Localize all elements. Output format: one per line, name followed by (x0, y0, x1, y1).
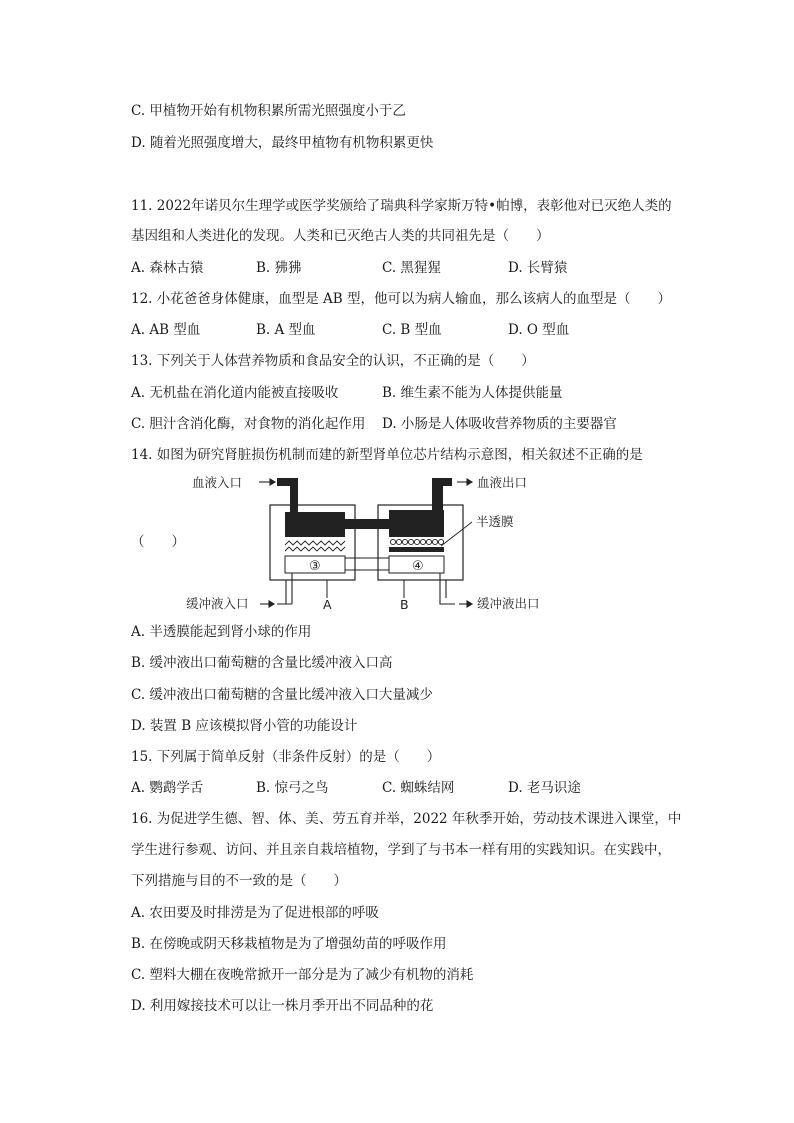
q16-option-c: C. 塑料大棚在夜晚常掀开一部分是为了减少有机物的消耗 (131, 967, 474, 983)
q11-stem-line2: 基因组和人类进化的发现。人类和已灭绝古人类的共同祖先是（ ） (131, 228, 550, 244)
label-b: B (400, 597, 409, 612)
label-3: ③ (309, 559, 321, 574)
blood-chamber-a (285, 512, 345, 537)
q16-option-a: A. 农田要及时排涝是为了促进根部的呼吸 (131, 905, 379, 921)
label-blood-outlet: 血液出口 (477, 475, 528, 490)
label-membrane: 半透膜 (476, 514, 514, 529)
q14-answer-paren: （ ） (131, 534, 185, 550)
q16-stem-line3: 下列措施与目的不一致的是（ ） (131, 873, 347, 889)
q12-option-b: B. A 型血 (256, 322, 316, 338)
membrane-a-zigzag (285, 541, 345, 551)
q10-option-d: D. 随着光照强度增大，最终甲植物有机物积累更快 (131, 135, 434, 151)
q11-option-d: D. 长臂猿 (508, 260, 568, 276)
label-a: A (323, 597, 332, 612)
q16-stem-line2: 学生进行参观、访问、并且亲自栽培植物，学到了与书本一样有用的实践知识。在实践中， (131, 842, 671, 858)
q12-option-c: C. B 型血 (382, 322, 442, 338)
q15-stem: 15. 下列属于简单反射（非条件反射）的是（ ） (131, 749, 441, 765)
q12-stem: 12. 小花爸爸身体健康，血型是 AB 型，他可以为病人输血，那么该病人的血型是（ ） (131, 291, 672, 307)
q10-option-c: C. 甲植物开始有机物积累所需光照强度小于乙 (131, 103, 406, 119)
q15-option-c: C. 蜘蛛结网 (382, 780, 455, 796)
blood-connecting-channel (345, 519, 389, 529)
label-blood-inlet: 血液入口 (192, 475, 243, 490)
label-4: ④ (412, 559, 424, 574)
q12-option-a: A. AB 型血 (131, 322, 201, 338)
q13-option-a: A. 无机盐在消化道内能被直接吸收 (131, 385, 339, 401)
q14-option-d: D. 装置 B 应该模拟肾小管的功能设计 (131, 718, 358, 734)
buffer-outlet-pipe (440, 573, 455, 604)
membrane-b-dots (390, 539, 443, 544)
q16-option-b: B. 在傍晚或阴天移栽植物是为了增强幼苗的呼吸作用 (131, 936, 447, 952)
q13-stem: 13. 下列关于人体营养物质和食品安全的认识，不正确的是（ ） (131, 353, 535, 369)
q14-stem: 14. 如图为研究肾脏损伤机制而建的新型肾单位芯片结构示意图，相关叙述不正确的是 (131, 447, 643, 463)
q13-option-d: D. 小肠是人体吸收营养物质的主要器官 (382, 416, 617, 432)
q15-option-d: D. 老马识途 (508, 780, 581, 796)
q11-option-a: A. 森林古猿 (131, 260, 204, 276)
q11-stem-line1: 11. 2022年诺贝尔生理学或医学奖颁给了瑞典科学家斯万特•帕博，表彰他对已灭绝人类的 (131, 198, 672, 214)
q15-option-b: B. 惊弓之鸟 (256, 780, 329, 796)
q15-option-a: A. 鹦鹉学舌 (131, 780, 204, 796)
q13-option-b: B. 维生素不能为人体提供能量 (382, 385, 563, 401)
q14-option-c: C. 缓冲液出口葡萄糖的含量比缓冲液入口大量减少 (131, 687, 433, 703)
membrane-b-bar (389, 547, 444, 552)
q13-option-c: C. 胆汁含消化酶，对食物的消化起作用 (131, 416, 366, 432)
q14-option-b: B. 缓冲液出口葡萄糖的含量比缓冲液入口高 (131, 655, 393, 671)
q16-option-d: D. 利用嫁接技术可以让一株月季开出不同品种的花 (131, 998, 434, 1014)
blood-inlet-pipe (277, 478, 298, 514)
q14-option-a: A. 半透膜能起到肾小球的作用 (131, 624, 312, 640)
q12-option-d: D. O 型血 (508, 322, 570, 338)
kidney-chip-diagram (130, 468, 570, 613)
q11-option-b: B. 狒狒 (256, 260, 302, 276)
q16-stem-line1: 16. 为促进学生德、智、体、美、劳五育并举，2022 年秋季开始，劳动技术课进入课堂，中 (131, 811, 682, 827)
membrane-pointer (441, 522, 472, 546)
blood-chamber-b (389, 510, 444, 537)
q11-option-c: C. 黑猩猩 (382, 260, 441, 276)
label-buffer-outlet: 缓冲液出口 (477, 596, 540, 611)
label-buffer-inlet: 缓冲液入口 (186, 596, 249, 611)
buffer-inlet-pipe (277, 573, 292, 604)
blood-outlet-pipe (432, 478, 452, 514)
